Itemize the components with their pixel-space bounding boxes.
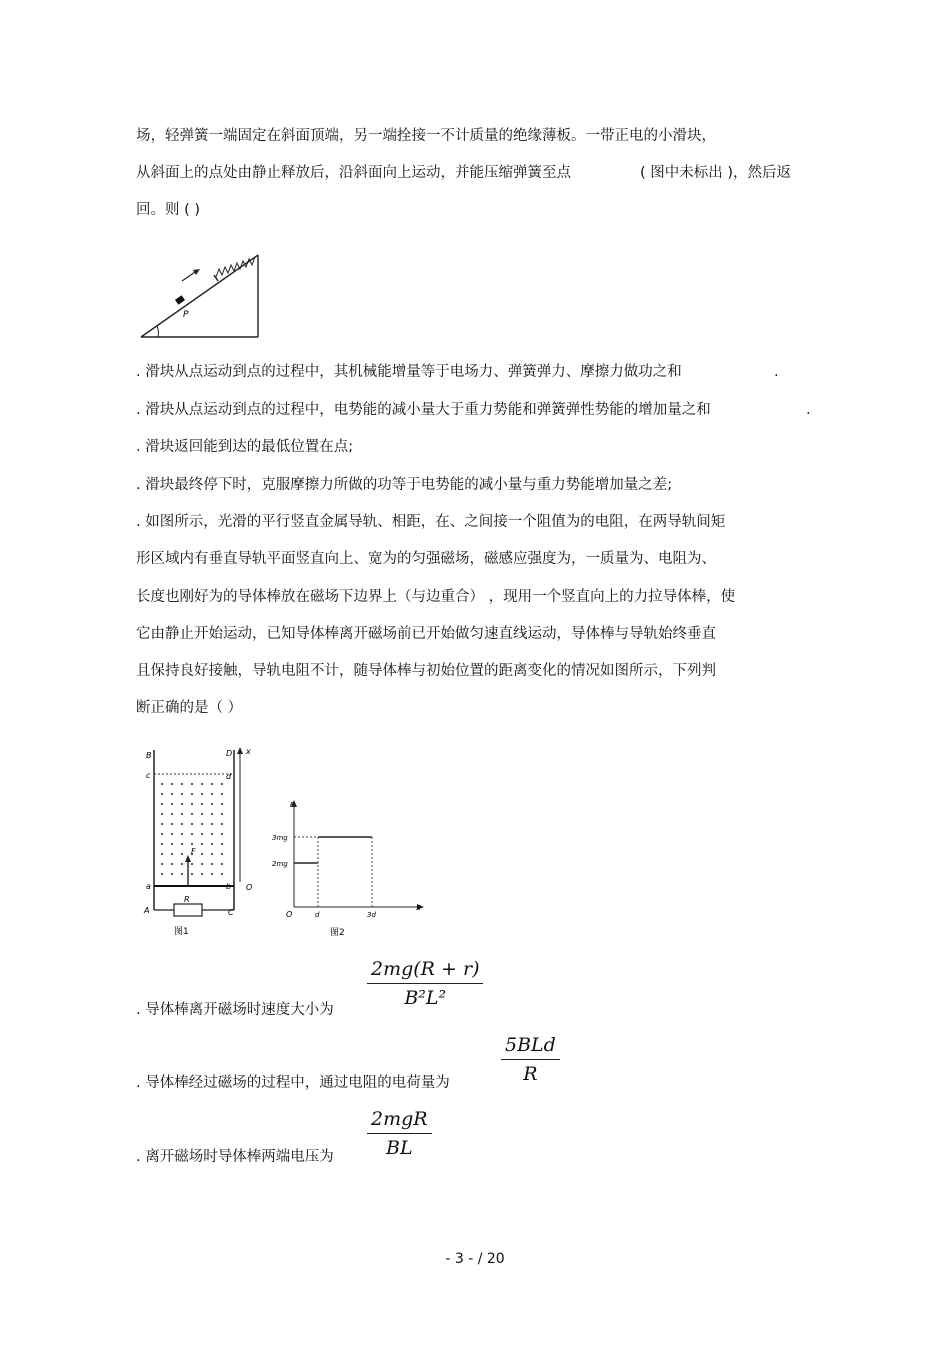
field-dot	[191, 813, 193, 815]
field-dot	[211, 863, 213, 865]
force-graph	[272, 795, 432, 945]
tick-3d: 3d	[367, 911, 376, 919]
field-dot	[221, 843, 223, 845]
field-dot	[191, 833, 193, 835]
field-dot	[221, 863, 223, 865]
field-dot	[161, 833, 163, 835]
field-dot	[211, 783, 213, 785]
field-dot	[181, 863, 183, 865]
field-dot	[191, 863, 193, 865]
field-dot	[181, 853, 183, 855]
field-dot	[171, 833, 173, 835]
tick-3mg: 3mg	[272, 834, 288, 842]
field-dot	[221, 823, 223, 825]
field-dot	[211, 833, 213, 835]
option-b: . 滑块从点运动到点的过程中，电势能的减小量大于重力势能和弹簧弹性势能的增加量之和	[136, 402, 711, 418]
field-dot	[171, 853, 173, 855]
field-dot	[201, 823, 203, 825]
fig2-caption: 图2	[330, 928, 345, 938]
option-a: . 滑块从点运动到点的过程中，其机械能增量等于电场力、弹簧弹力、摩擦力做功之和	[136, 364, 682, 380]
field-dot	[181, 843, 183, 845]
fraction-option-c	[367, 1108, 432, 1159]
option-d: . 滑块最终停下时，克服摩擦力所做的功等于电势能的减小量与重力势能增加量之差;	[136, 477, 673, 493]
field-dot	[161, 863, 163, 865]
field-dot	[161, 873, 163, 875]
field-dot	[211, 843, 213, 845]
label-x: x	[246, 747, 251, 756]
label-r: R	[184, 895, 190, 904]
field-dot	[171, 863, 173, 865]
field-dot	[171, 823, 173, 825]
fraction-option-a	[367, 958, 483, 1009]
field-dot	[161, 783, 163, 785]
field-dot	[201, 863, 203, 865]
field-dot	[221, 873, 223, 875]
field-dot	[201, 853, 203, 855]
field-dot	[211, 803, 213, 805]
field-dot	[221, 783, 223, 785]
label-o: O	[246, 883, 253, 892]
field-dot	[191, 823, 193, 825]
field-dot	[191, 843, 193, 845]
question-text-line: 长度也刚好为的导体棒放在磁场下边界上（与边重合） ，现用一个竖直向上的力拉导体棒，使	[136, 589, 736, 605]
field-dot	[171, 813, 173, 815]
incline-figure	[136, 245, 266, 345]
denominator: R	[523, 1063, 538, 1085]
question-text-line: 断正确的是（ ）	[136, 700, 243, 716]
question-text-line: 从斜面上的点处由静止释放后，沿斜面向上运动，并能压缩弹簧至点	[136, 165, 571, 181]
field-dot	[201, 813, 203, 815]
field-dot	[201, 873, 203, 875]
field-dot	[171, 873, 173, 875]
field-dot	[191, 803, 193, 805]
point-p-label: P	[183, 310, 189, 320]
field-dot	[181, 793, 183, 795]
rails-figure	[140, 742, 265, 942]
label-d: d	[226, 772, 232, 781]
field-dot	[201, 833, 203, 835]
option-c: . 滑块返回能到达的最低位置在点;	[136, 439, 354, 455]
field-dot	[211, 873, 213, 875]
field-dot	[221, 793, 223, 795]
field-dot	[161, 843, 163, 845]
field-dot	[221, 853, 223, 855]
fig1-caption: 图1	[174, 927, 189, 937]
field-dot	[211, 813, 213, 815]
tick-d: d	[315, 911, 320, 919]
label-c-upper: C	[228, 908, 234, 917]
question-text-line: 它由静止开始运动，已知导体棒离开磁场前已开始做匀速直线运动，导体棒与导轨始终垂直	[136, 626, 716, 642]
numerator: 2mg(R + r)	[367, 958, 483, 984]
field-dot	[171, 843, 173, 845]
field-dot	[161, 823, 163, 825]
page-number: - 3 - / 20	[445, 1251, 505, 1267]
field-dot	[161, 813, 163, 815]
field-dot	[181, 873, 183, 875]
field-dot	[181, 813, 183, 815]
option-tail: .	[774, 364, 779, 380]
field-dot	[191, 873, 193, 875]
question-text-line: . 如图所示，光滑的平行竖直金属导轨、相距，在、之间接一个阻值为的电阻，在两导轨间矩	[136, 514, 726, 530]
axis-y-label: F	[290, 801, 295, 809]
origin-label: O	[286, 910, 293, 919]
numerator: 5BLd	[501, 1034, 560, 1060]
denominator: B²L²	[404, 987, 447, 1009]
option-tail: .	[806, 402, 811, 418]
field-dot	[221, 813, 223, 815]
label-b-upper: B	[146, 751, 152, 760]
field-dot	[171, 783, 173, 785]
axis-x-label: x	[416, 903, 421, 912]
option-b: . 导体棒经过磁场的过程中，通过电阻的电荷量为	[136, 1075, 450, 1091]
denominator: BL	[385, 1137, 413, 1159]
field-dot	[171, 793, 173, 795]
tick-2mg: 2mg	[272, 860, 288, 868]
label-f: F	[191, 847, 196, 856]
question-text-line: ( 图中未标出 )，然后返	[640, 165, 792, 181]
field-dot	[191, 783, 193, 785]
field-dot	[211, 823, 213, 825]
label-a-upper: A	[144, 906, 150, 915]
field-dot	[181, 823, 183, 825]
field-dot	[161, 793, 163, 795]
field-dot	[211, 793, 213, 795]
field-dot	[201, 843, 203, 845]
option-c: . 离开磁场时导体棒两端电压为	[136, 1149, 334, 1165]
field-dot	[211, 853, 213, 855]
label-d-upper: D	[226, 749, 233, 758]
numerator: 2mgR	[367, 1108, 432, 1134]
field-dot	[221, 833, 223, 835]
question-text-line: 且保持良好接触，导轨电阻不计，随导体棒与初始位置的距离变化的情况如图所示，下列判	[136, 663, 716, 679]
field-dot	[161, 803, 163, 805]
label-c: c	[146, 771, 151, 780]
field-dot	[201, 783, 203, 785]
field-dot	[181, 833, 183, 835]
field-dot	[201, 793, 203, 795]
field-dot	[201, 803, 203, 805]
question-text-line: 回。则 ( )	[136, 202, 201, 218]
question-text-line: 形区域内有垂直导轨平面竖直向上、宽为的匀强磁场，磁感应强度为，一质量为、电阻为、	[136, 551, 716, 567]
fraction-option-b	[501, 1034, 560, 1085]
question-text-line: 场，轻弹簧一端固定在斜面顶端，另一端拴接一不计质量的绝缘薄板。一带正电的小滑块，	[136, 128, 716, 144]
field-dot	[171, 803, 173, 805]
option-a: . 导体棒离开磁场时速度大小为	[136, 1002, 334, 1018]
field-dot	[181, 803, 183, 805]
field-dot	[191, 793, 193, 795]
field-dot	[161, 853, 163, 855]
label-a: a	[146, 882, 151, 891]
field-dot	[221, 803, 223, 805]
label-b: b	[226, 882, 232, 891]
field-dot	[181, 783, 183, 785]
